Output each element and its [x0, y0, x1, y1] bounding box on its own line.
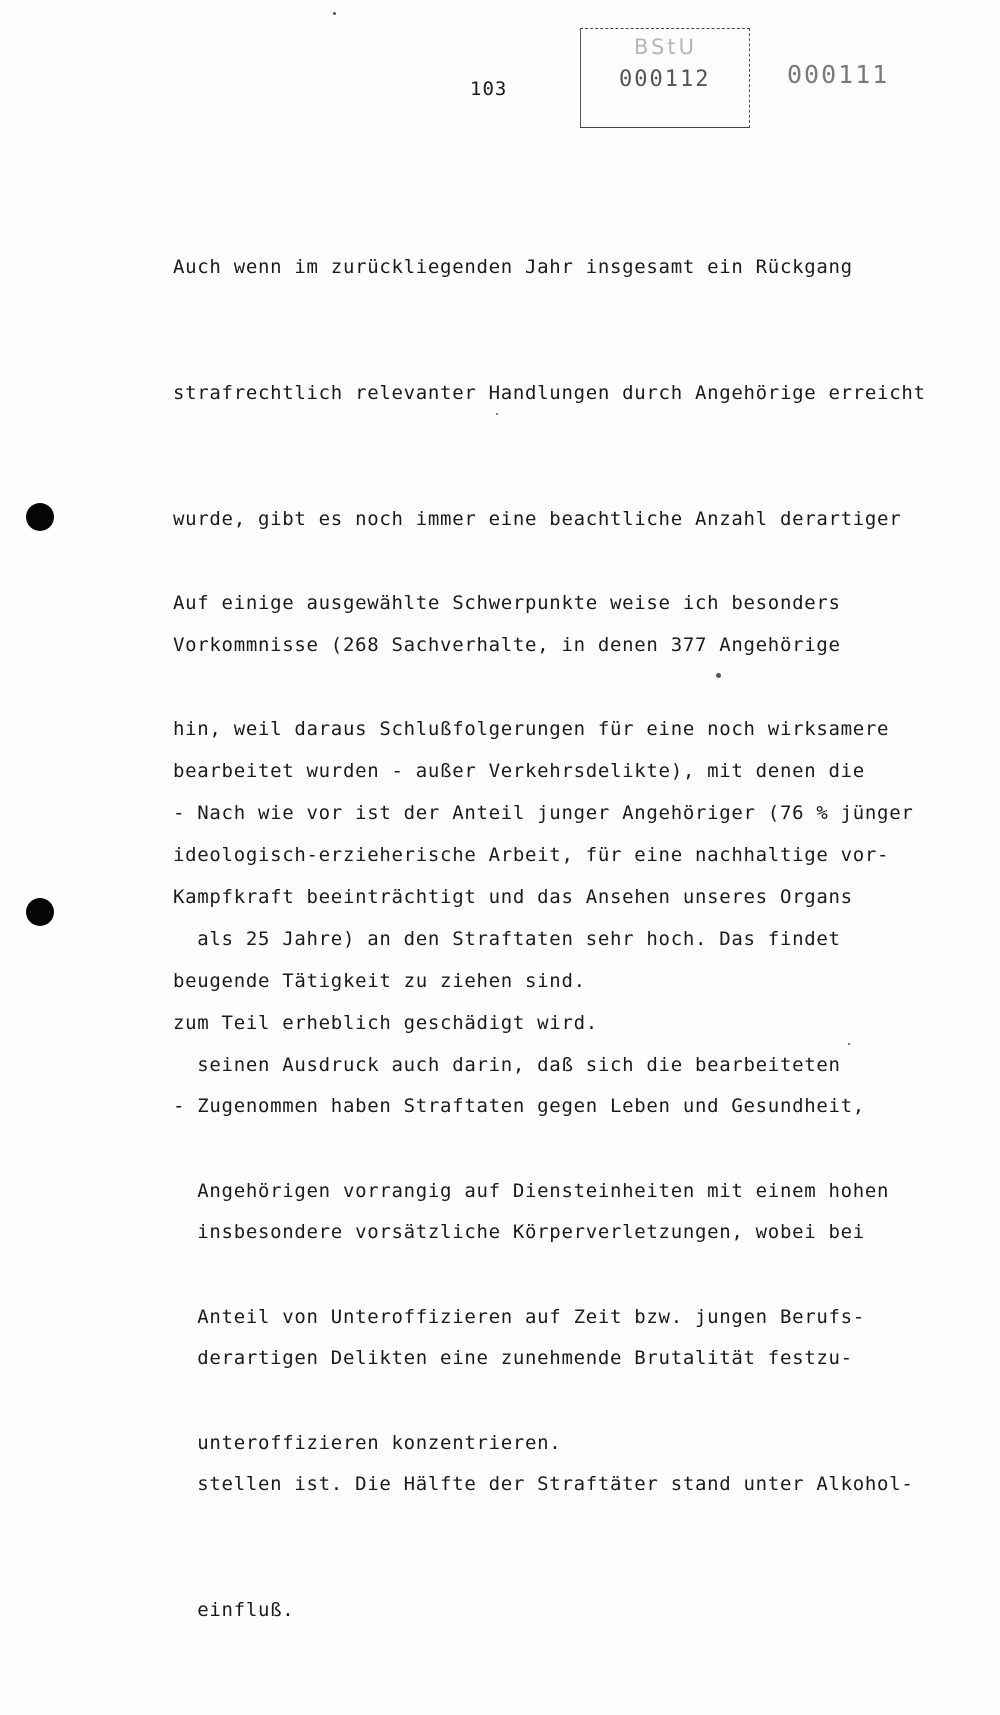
text-line: unteroffizieren konzentrieren. [173, 1432, 562, 1454]
archive-stamp [580, 28, 750, 128]
text-line: Vorkommnisse (268 Sachverhalte, in denen 377 Angehörige [173, 634, 841, 656]
text-line: derartigen Delikten eine zunehmende Brutalität festzu- [173, 1347, 853, 1369]
text-line: als 25 Jahre) an den Straftaten sehr hoch. Das findet [173, 928, 841, 950]
text-line: Kampfkraft beeinträchtigt und das Ansehen unseres Organs [173, 886, 853, 908]
text-line: insbesondere vorsätzliche Körperverletzungen, wobei bei [173, 1221, 865, 1243]
text-line: beugende Tätigkeit zu ziehen sind. [173, 970, 586, 992]
text-line: hin, weil daraus Schlußfolgerungen für eine noch wirksamere [173, 718, 890, 740]
archive-number: 000111 [787, 60, 890, 89]
text-line: seinen Ausdruck auch darin, daß sich die bearbeiteten [173, 1054, 841, 1076]
text-line: zum Teil erheblich geschädigt wird. [173, 1012, 598, 1034]
text-line: bearbeitet wurden - außer Verkehrsdelikte), mit denen die [173, 760, 865, 782]
text-line: Anteil von Unteroffizieren auf Zeit bzw. jungen Berufs- [173, 1306, 865, 1328]
text-line: ideologisch-erzieherische Arbeit, für eine nachhaltige vor- [173, 844, 890, 866]
list-item-2 [173, 1001, 973, 1715]
text-line: - Nach wie vor ist der Anteil junger Angehöriger (76 % jünger [173, 802, 914, 824]
paper-speck [333, 12, 336, 15]
stamp-title: BStU [634, 35, 697, 59]
punch-hole-bottom [26, 898, 54, 926]
text-line: - Zugenommen haben Straftaten gegen Leben und Gesundheit, [173, 1095, 865, 1117]
page-number: 103 [470, 78, 508, 100]
stamp-number: 000112 [619, 67, 711, 92]
text-line: Angehörigen vorrangig auf Diensteinheiten mit einem hohen [173, 1180, 890, 1202]
text-line: strafrechtlich relevanter Handlungen durch Angehörige erreicht [173, 382, 926, 404]
text-line: Auch wenn im zurückliegenden Jahr insgesamt ein Rückgang [173, 256, 853, 278]
text-line: wurde, gibt es noch immer eine beachtliche Anzahl derartiger [173, 508, 902, 530]
text-line: einfluß. [173, 1599, 295, 1621]
text-line: stellen ist. Die Hälfte der Straftäter stand unter Alkohol- [173, 1473, 914, 1495]
text-line: Auf einige ausgewählte Schwerpunkte weise ich besonders [173, 592, 841, 614]
punch-hole-top [26, 503, 54, 531]
